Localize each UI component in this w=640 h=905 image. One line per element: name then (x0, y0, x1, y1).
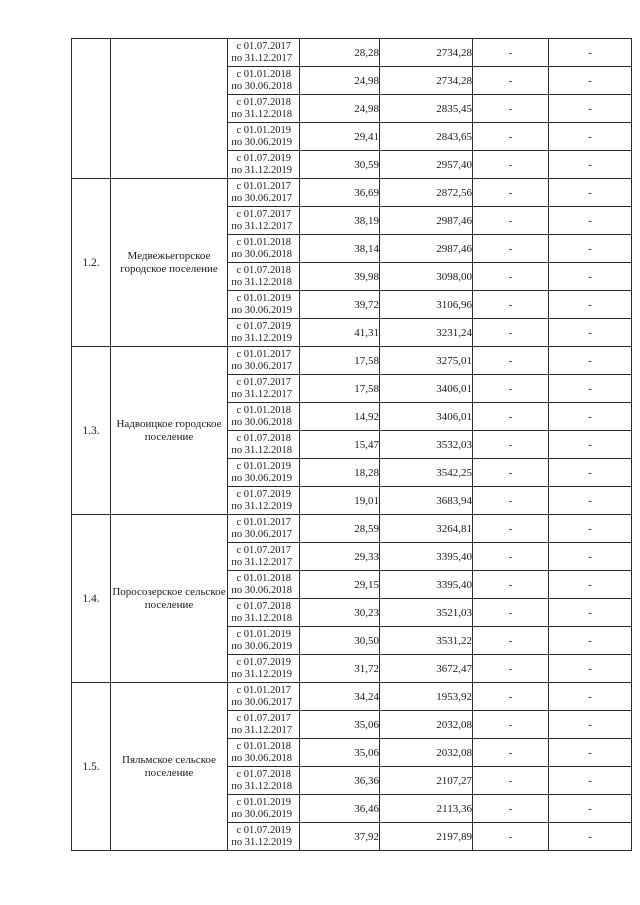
tariff-value-1-cell: 38,19 (300, 207, 380, 235)
empty-value-cell: - (473, 431, 549, 459)
tariff-value-2-cell: 3275,01 (380, 347, 473, 375)
period-cell (228, 571, 300, 599)
period-cell (228, 319, 300, 347)
period-from: с 01.07.2019 (236, 656, 291, 668)
tariff-value-1-cell: 17,58 (300, 347, 380, 375)
table-row (72, 347, 632, 375)
empty-value-cell: - (473, 123, 549, 151)
period-cell (228, 123, 300, 151)
tariff-value-1-cell: 18,28 (300, 459, 380, 487)
period-cell (228, 375, 300, 403)
tariff-value-2-cell: 2032,08 (380, 739, 473, 767)
period-to: по 30.06.2019 (231, 640, 292, 652)
empty-value-cell: - (473, 319, 549, 347)
period-to: по 30.06.2018 (231, 248, 292, 260)
tariff-value-2-cell: 2734,28 (380, 67, 473, 95)
empty-value-cell: - (549, 795, 632, 823)
tariff-value-2-cell: 2734,28 (380, 39, 473, 67)
period-from: с 01.07.2018 (236, 768, 291, 780)
tariff-value-2-cell: 1953,92 (380, 683, 473, 711)
period-cell (228, 739, 300, 767)
period-from: с 01.01.2018 (236, 236, 291, 248)
period-from: с 01.01.2018 (236, 572, 291, 584)
empty-value-cell: - (549, 487, 632, 515)
empty-value-cell: - (549, 599, 632, 627)
tariff-value-2-cell: 3406,01 (380, 403, 473, 431)
period-to: по 30.06.2017 (231, 192, 292, 204)
empty-value-cell: - (549, 123, 632, 151)
tariff-value-1-cell: 34,24 (300, 683, 380, 711)
period-from: с 01.07.2017 (236, 376, 291, 388)
empty-value-cell: - (549, 39, 632, 67)
tariff-value-2-cell: 2107,27 (380, 767, 473, 795)
empty-value-cell: - (473, 39, 549, 67)
period-cell (228, 39, 300, 67)
period-cell (228, 543, 300, 571)
tariff-table-body (72, 39, 632, 851)
period-from: с 01.07.2019 (236, 488, 291, 500)
tariff-value-1-cell: 28,28 (300, 39, 380, 67)
tariff-value-2-cell: 3098,00 (380, 263, 473, 291)
period-cell (228, 795, 300, 823)
empty-value-cell: - (549, 207, 632, 235)
period-to: по 30.06.2017 (231, 696, 292, 708)
period-cell (228, 403, 300, 431)
period-to: по 31.12.2018 (231, 780, 292, 792)
empty-value-cell: - (549, 291, 632, 319)
tariff-value-1-cell: 15,47 (300, 431, 380, 459)
empty-value-cell: - (473, 599, 549, 627)
period-to: по 31.12.2019 (231, 668, 292, 680)
period-from: с 01.01.2019 (236, 124, 291, 136)
group-number-cell: 1.3. (72, 347, 111, 515)
table-row (72, 179, 632, 207)
empty-value-cell: - (473, 179, 549, 207)
period-to: по 30.06.2018 (231, 584, 292, 596)
period-cell (228, 459, 300, 487)
period-to: по 31.12.2017 (231, 724, 292, 736)
empty-value-cell: - (549, 543, 632, 571)
period-from: с 01.01.2017 (236, 348, 291, 360)
period-cell (228, 627, 300, 655)
table-row (72, 515, 632, 543)
group-number-cell: 1.2. (72, 179, 111, 347)
tariff-value-1-cell: 24,98 (300, 95, 380, 123)
period-to: по 31.12.2017 (231, 388, 292, 400)
tariff-value-1-cell: 29,15 (300, 571, 380, 599)
tariff-value-1-cell: 39,72 (300, 291, 380, 319)
period-to: по 30.06.2017 (231, 528, 292, 540)
period-from: с 01.01.2019 (236, 292, 291, 304)
settlement-name-cell: Пяльмское сельское поселение (111, 683, 228, 851)
period-from: с 01.01.2019 (236, 628, 291, 640)
tariff-value-2-cell: 3683,94 (380, 487, 473, 515)
period-from: с 01.07.2017 (236, 712, 291, 724)
tariff-value-2-cell: 3532,03 (380, 431, 473, 459)
empty-value-cell: - (473, 627, 549, 655)
empty-value-cell: - (549, 263, 632, 291)
settlement-name-cell: Надвоицкое городское поселение (111, 347, 228, 515)
period-cell (228, 95, 300, 123)
period-to: по 31.12.2019 (231, 332, 292, 344)
empty-value-cell: - (549, 347, 632, 375)
period-from: с 01.07.2018 (236, 264, 291, 276)
empty-value-cell: - (549, 375, 632, 403)
period-cell (228, 179, 300, 207)
tariff-value-2-cell: 2032,08 (380, 711, 473, 739)
empty-value-cell: - (549, 515, 632, 543)
tariff-value-2-cell: 2843,65 (380, 123, 473, 151)
period-to: по 31.12.2019 (231, 836, 292, 848)
period-from: с 01.01.2019 (236, 796, 291, 808)
tariff-value-1-cell: 17,58 (300, 375, 380, 403)
empty-value-cell: - (473, 459, 549, 487)
tariff-value-2-cell: 3672,47 (380, 655, 473, 683)
period-cell (228, 487, 300, 515)
period-cell (228, 515, 300, 543)
tariff-value-2-cell: 2987,46 (380, 235, 473, 263)
period-to: по 30.06.2018 (231, 80, 292, 92)
empty-value-cell: - (549, 95, 632, 123)
empty-value-cell: - (473, 291, 549, 319)
period-from: с 01.07.2017 (236, 40, 291, 52)
period-to: по 30.06.2019 (231, 808, 292, 820)
period-to: по 31.12.2017 (231, 556, 292, 568)
empty-value-cell: - (473, 655, 549, 683)
empty-value-cell: - (473, 515, 549, 543)
empty-value-cell: - (473, 207, 549, 235)
tariff-value-2-cell: 2197,89 (380, 823, 473, 851)
period-cell (228, 235, 300, 263)
period-cell (228, 823, 300, 851)
empty-value-cell: - (473, 571, 549, 599)
tariff-value-2-cell: 3106,96 (380, 291, 473, 319)
period-from: с 01.01.2018 (236, 404, 291, 416)
period-from: с 01.07.2018 (236, 432, 291, 444)
tariff-value-2-cell: 2835,45 (380, 95, 473, 123)
period-to: по 30.06.2019 (231, 136, 292, 148)
settlement-name-cell: Медвежьегорское городское поселение (111, 179, 228, 347)
period-cell (228, 291, 300, 319)
tariff-value-1-cell: 35,06 (300, 739, 380, 767)
empty-value-cell: - (473, 683, 549, 711)
group-number-cell (72, 39, 111, 179)
empty-value-cell: - (549, 683, 632, 711)
empty-value-cell: - (473, 487, 549, 515)
period-cell (228, 599, 300, 627)
empty-value-cell: - (473, 739, 549, 767)
tariff-value-2-cell: 3395,40 (380, 571, 473, 599)
table-row (72, 683, 632, 711)
tariff-value-1-cell: 37,92 (300, 823, 380, 851)
tariff-value-2-cell: 3406,01 (380, 375, 473, 403)
empty-value-cell: - (473, 543, 549, 571)
period-from: с 01.07.2018 (236, 96, 291, 108)
tariff-value-2-cell: 2872,56 (380, 179, 473, 207)
empty-value-cell: - (473, 151, 549, 179)
period-to: по 30.06.2017 (231, 360, 292, 372)
empty-value-cell: - (549, 235, 632, 263)
tariff-value-1-cell: 36,69 (300, 179, 380, 207)
tariff-value-1-cell: 30,59 (300, 151, 380, 179)
tariff-value-1-cell: 38,14 (300, 235, 380, 263)
tariff-value-1-cell: 31,72 (300, 655, 380, 683)
settlement-name-cell: Поросозерское сельское поселение (111, 515, 228, 683)
empty-value-cell: - (549, 627, 632, 655)
empty-value-cell: - (549, 767, 632, 795)
tariff-value-1-cell: 35,06 (300, 711, 380, 739)
tariff-value-2-cell: 3542,25 (380, 459, 473, 487)
period-from: с 01.07.2017 (236, 544, 291, 556)
empty-value-cell: - (473, 235, 549, 263)
empty-value-cell: - (549, 459, 632, 487)
table-row (72, 39, 632, 67)
period-to: по 31.12.2019 (231, 500, 292, 512)
group-number-cell: 1.4. (72, 515, 111, 683)
period-to: по 31.12.2019 (231, 164, 292, 176)
period-cell (228, 67, 300, 95)
empty-value-cell: - (473, 347, 549, 375)
period-to: по 31.12.2018 (231, 612, 292, 624)
tariff-value-2-cell: 3521,03 (380, 599, 473, 627)
period-to: по 30.06.2018 (231, 752, 292, 764)
tariff-value-1-cell: 14,92 (300, 403, 380, 431)
empty-value-cell: - (549, 403, 632, 431)
tariff-value-1-cell: 24,98 (300, 67, 380, 95)
period-cell (228, 683, 300, 711)
period-from: с 01.01.2017 (236, 180, 291, 192)
period-from: с 01.07.2018 (236, 600, 291, 612)
empty-value-cell: - (473, 403, 549, 431)
period-cell (228, 711, 300, 739)
tariff-value-2-cell: 3531,22 (380, 627, 473, 655)
period-cell (228, 263, 300, 291)
tariff-value-1-cell: 19,01 (300, 487, 380, 515)
empty-value-cell: - (549, 319, 632, 347)
tariff-value-2-cell: 3264,81 (380, 515, 473, 543)
empty-value-cell: - (549, 67, 632, 95)
empty-value-cell: - (473, 263, 549, 291)
period-cell (228, 655, 300, 683)
tariff-value-2-cell: 3395,40 (380, 543, 473, 571)
tariff-value-1-cell: 39,98 (300, 263, 380, 291)
empty-value-cell: - (549, 151, 632, 179)
tariff-value-1-cell: 36,36 (300, 767, 380, 795)
empty-value-cell: - (473, 823, 549, 851)
group-number-cell: 1.5. (72, 683, 111, 851)
empty-value-cell: - (473, 375, 549, 403)
period-to: по 31.12.2018 (231, 276, 292, 288)
tariff-value-2-cell: 3231,24 (380, 319, 473, 347)
empty-value-cell: - (549, 179, 632, 207)
period-from: с 01.07.2019 (236, 824, 291, 836)
tariff-value-2-cell: 2957,40 (380, 151, 473, 179)
settlement-name-cell (111, 39, 228, 179)
empty-value-cell: - (549, 571, 632, 599)
period-to: по 31.12.2017 (231, 220, 292, 232)
period-from: с 01.01.2017 (236, 516, 291, 528)
period-to: по 31.12.2017 (231, 52, 292, 64)
period-from: с 01.01.2018 (236, 740, 291, 752)
tariff-value-1-cell: 28,59 (300, 515, 380, 543)
period-to: по 30.06.2019 (231, 472, 292, 484)
period-cell (228, 207, 300, 235)
period-from: с 01.07.2019 (236, 152, 291, 164)
period-from: с 01.01.2018 (236, 68, 291, 80)
period-from: с 01.01.2019 (236, 460, 291, 472)
empty-value-cell: - (549, 823, 632, 851)
empty-value-cell: - (473, 795, 549, 823)
period-to: по 31.12.2018 (231, 108, 292, 120)
tariff-value-1-cell: 41,31 (300, 319, 380, 347)
period-cell (228, 151, 300, 179)
empty-value-cell: - (473, 711, 549, 739)
tariff-table (71, 38, 632, 851)
period-to: по 31.12.2018 (231, 444, 292, 456)
empty-value-cell: - (549, 655, 632, 683)
period-to: по 30.06.2018 (231, 416, 292, 428)
empty-value-cell: - (549, 431, 632, 459)
period-cell (228, 347, 300, 375)
tariff-value-2-cell: 2987,46 (380, 207, 473, 235)
tariff-value-1-cell: 29,41 (300, 123, 380, 151)
period-from: с 01.07.2017 (236, 208, 291, 220)
period-to: по 30.06.2019 (231, 304, 292, 316)
period-cell (228, 767, 300, 795)
tariff-value-2-cell: 2113,36 (380, 795, 473, 823)
tariff-value-1-cell: 36,46 (300, 795, 380, 823)
period-cell (228, 431, 300, 459)
tariff-value-1-cell: 29,33 (300, 543, 380, 571)
tariff-value-1-cell: 30,23 (300, 599, 380, 627)
empty-value-cell: - (549, 711, 632, 739)
period-from: с 01.01.2017 (236, 684, 291, 696)
empty-value-cell: - (473, 67, 549, 95)
empty-value-cell: - (473, 95, 549, 123)
empty-value-cell: - (549, 739, 632, 767)
empty-value-cell: - (473, 767, 549, 795)
tariff-value-1-cell: 30,50 (300, 627, 380, 655)
period-from: с 01.07.2019 (236, 320, 291, 332)
